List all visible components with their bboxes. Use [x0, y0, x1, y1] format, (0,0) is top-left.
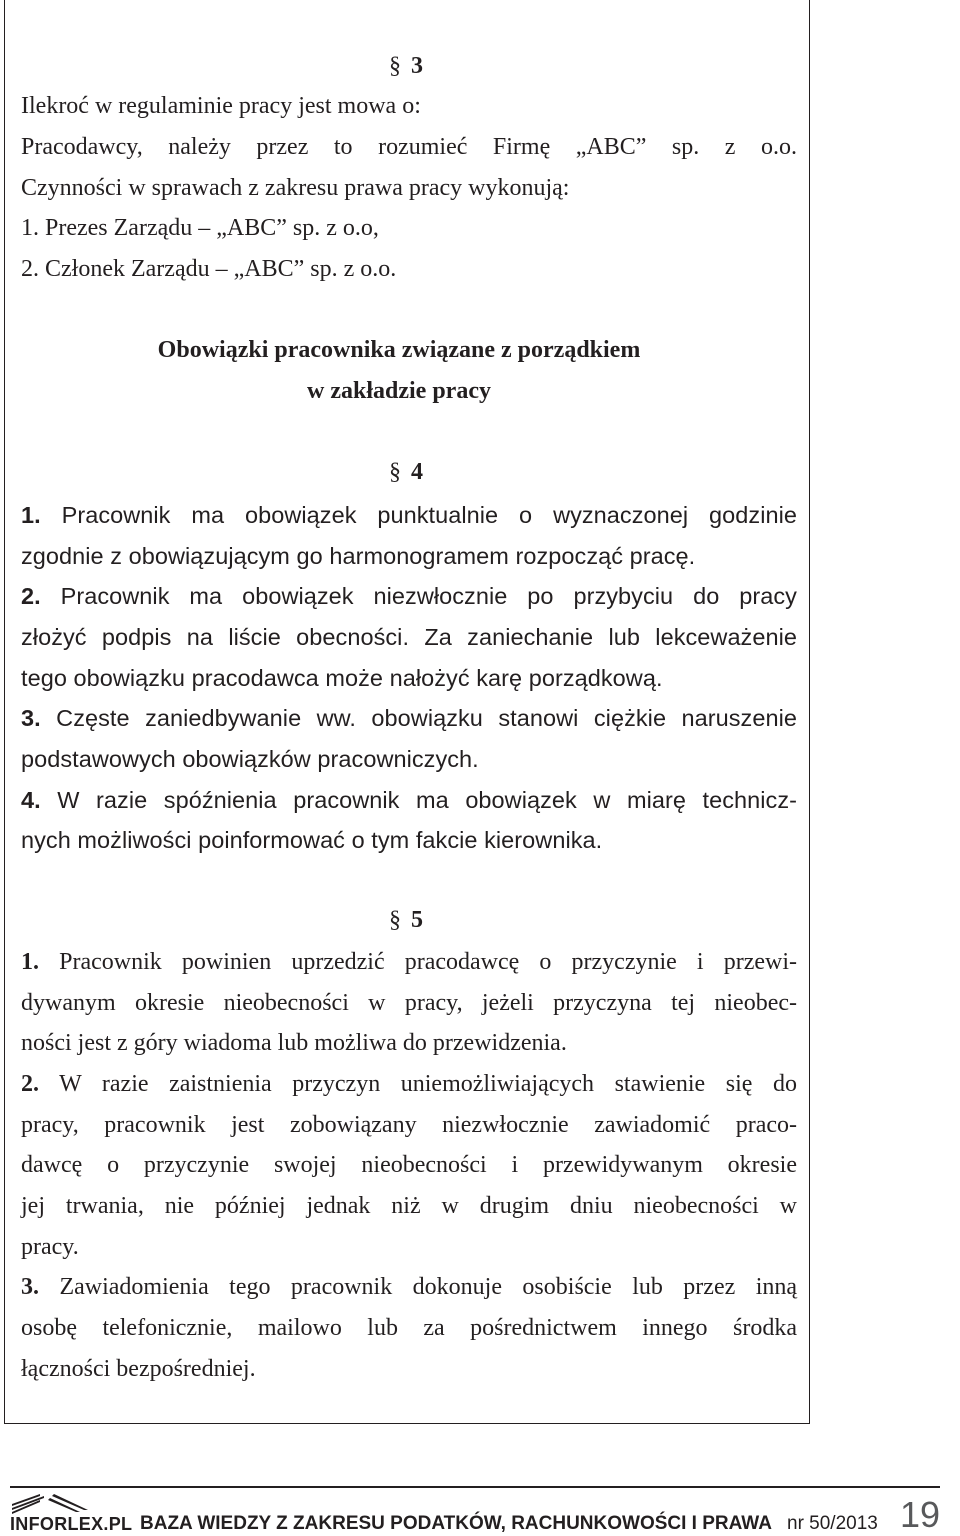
paragraph-number: 2. [21, 1071, 39, 1097]
s3-line-5: 2. Członek Zarządu – „ABC” sp. z o.o. [21, 256, 397, 282]
paragraph-text: W razie spóźnienia pracownik ma obowiązek w miarę technicz- [57, 787, 797, 813]
section-sign: § [389, 907, 401, 933]
paragraph-number: 1. [21, 502, 41, 528]
paragraph-text: Pracownik ma obowiązek punktualnie o wyznaczonej godzinie [61, 502, 797, 528]
paragraph-text: Pracownik powinien uprzedzić pracodawcę o przyczynie i przewi- [59, 949, 798, 975]
s5-p2-line-4: jej trwania, nie później jednak niż w drugim dniu nieobecności w [21, 1193, 797, 1219]
s4-p2-line-2: złożyć podpis na liście obecności. Za zaniechanie lub lekceważenie [21, 624, 797, 650]
s5-p2-line-2: pracy, pracownik jest zobowiązany niezwłocznie zawiadomić praco- [21, 1112, 797, 1138]
footer-tagline: BAZA WIEDZY Z ZAKRESU PODATKÓW, RACHUNKOWOŚCI I PRAWA [140, 1513, 772, 1534]
section-number: 4 [411, 459, 423, 485]
s4-p1-line-1 [21, 501, 797, 529]
section-sign: § [389, 53, 401, 79]
s5-p3-line-1 [21, 1273, 797, 1301]
s4-p4-line-2: nych możliwości poinformować o tym fakcie kierownika. [21, 827, 603, 853]
paragraph-number: 1. [21, 949, 39, 975]
s4-p2-line-3: tego obowiązku pracodawca może nałożyć karę porządkową. [21, 665, 663, 691]
chapter-heading-line-1: Obowiązki pracownika związane z porządkiem [157, 337, 641, 363]
s5-p1-line-1 [21, 948, 797, 976]
issue-number: nr 50/2013 [787, 1513, 878, 1534]
section-5-heading [389, 906, 423, 934]
s3-line-4: 1. Prezes Zarządu – „ABC” sp. z o.o, [21, 215, 379, 241]
s3-line-2: Pracodawcy, należy przez to rozumieć Firmę „ABC” sp. z o.o. [21, 134, 797, 160]
footer-rule [10, 1486, 940, 1488]
section-4-heading [389, 458, 423, 486]
s5-p2-line-3: dawcę o przyczynie swojej nieobecności i przewidywanym okresie [21, 1152, 797, 1178]
s5-p3-line-2: osobę telefonicznie, mailowo lub za pośrednictwem innego środka [21, 1315, 797, 1341]
paragraph-text: Częste zaniedbywanie ww. obowiązku stanowi ciężkie naruszenie [56, 705, 797, 731]
section-number: 3 [411, 53, 423, 79]
inforlex-logo [10, 1494, 133, 1534]
logo-text: INFORLEX.PL [10, 1514, 133, 1534]
logo-stripes-icon [10, 1494, 90, 1514]
page-number: 19 [900, 1494, 941, 1535]
s4-p3-line-1 [21, 704, 797, 732]
paragraph-number: 3. [21, 705, 41, 731]
section-number: 5 [411, 907, 423, 933]
s5-p2-line-5: pracy. [21, 1234, 79, 1260]
s5-p3-line-3: łączności bezpośredniej. [21, 1356, 256, 1382]
paragraph-number: 4. [21, 787, 41, 813]
s4-p1-line-2: zgodnie z obowiązującym go harmonogramem rozpocząć pracę. [21, 543, 696, 569]
s4-p4-line-1 [21, 786, 797, 814]
paragraph-number: 2. [21, 583, 41, 609]
paragraph-text: Zawiadomienia tego pracownik dokonuje osobiście lub przez inną [59, 1274, 798, 1300]
s5-p1-line-2: dywanym okresie nieobecności w pracy, jeżeli przyczyna tej nieobec- [21, 990, 797, 1016]
paragraph-text: W razie zaistnienia przyczyn uniemożliwiających stawienie się do [59, 1071, 797, 1097]
paragraph-number: 3. [21, 1274, 39, 1300]
s5-p1-line-3: ności jest z góry wiadoma lub możliwa do przewidzenia. [21, 1030, 567, 1056]
s3-line-1: Ilekroć w regulaminie pracy jest mowa o: [21, 93, 421, 119]
paragraph-text: Pracownik ma obowiązek niezwłocznie po przybyciu do pracy [60, 583, 797, 609]
s4-p2-line-1 [21, 582, 797, 610]
s5-p2-line-1 [21, 1070, 797, 1098]
section-sign: § [389, 459, 401, 485]
s4-p3-line-2: podstawowych obowiązków pracowniczych. [21, 746, 479, 772]
s3-line-3: Czynności w sprawach z zakresu prawa pracy wykonują: [21, 175, 570, 201]
chapter-heading-line-2: w zakładzie pracy [307, 378, 491, 404]
section-3-heading [389, 52, 423, 80]
